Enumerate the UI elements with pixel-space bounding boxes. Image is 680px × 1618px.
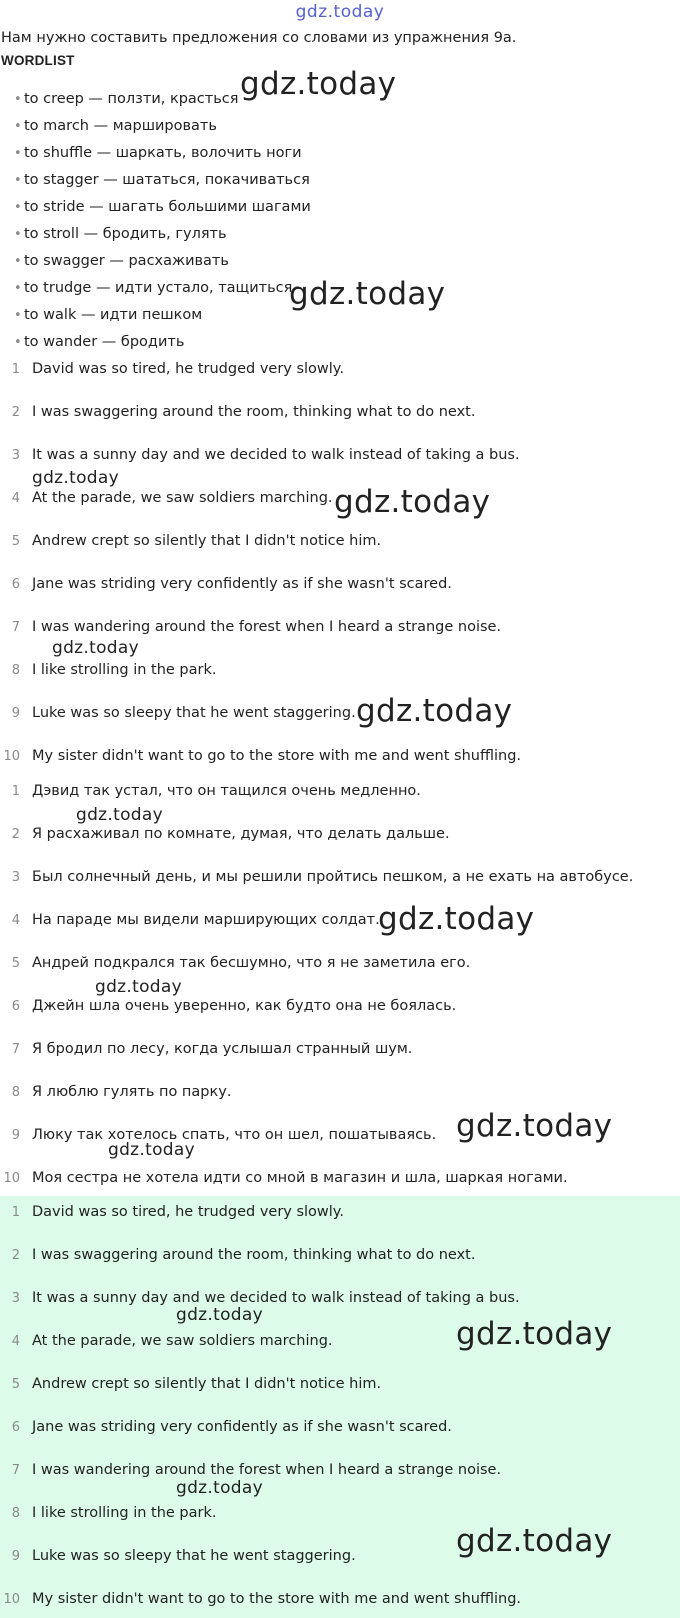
sentence-text: I like strolling in the park. [32, 1505, 217, 1521]
sentence-number: 6 [11, 1420, 20, 1435]
sentence-number: 3 [11, 448, 20, 463]
wordlist-item-text: to stagger — шататься, покачиваться [24, 172, 310, 188]
sentence-text: Андрей подкрался так бесшумно, что я не заметила его. [32, 955, 471, 971]
wordlist-item-text: to wander — бродить [24, 334, 185, 350]
sentence-text: Люку так хотелось спать, что он шел, пошатываясь. [32, 1127, 437, 1143]
sentence-number: 10 [3, 1171, 20, 1186]
sentence-number: 6 [11, 577, 20, 592]
wordlist-item-text: to stroll — бродить, гулять [24, 226, 227, 242]
wordlist-item [14, 199, 311, 215]
watermark: gdz.today [456, 1108, 613, 1144]
sentence-number: 4 [11, 1334, 20, 1349]
sentence-number: 7 [11, 1463, 20, 1478]
watermark: gdz.today [334, 484, 491, 520]
sentence-text: Я расхаживал по комнате, думая, что делать дальше. [32, 826, 450, 842]
wordlist-item [14, 334, 184, 350]
bullet-icon: • [14, 146, 22, 161]
sentence-text: I was swaggering around the room, thinking what to do next. [32, 1247, 476, 1263]
wordlist-item-text: to walk — идти пешком [24, 307, 203, 323]
wordlist-item [14, 280, 292, 296]
sentence-text: На параде мы видели марширующих солдат. [32, 912, 380, 928]
watermark: gdz.today [356, 693, 513, 729]
sentence-number: 9 [11, 706, 20, 721]
sentence-number: 9 [11, 1128, 20, 1143]
sentence-text: I was swaggering around the room, thinking what to do next. [32, 404, 476, 420]
sentence-number: 1 [11, 784, 20, 799]
wordlist-item [14, 91, 238, 107]
sentence-number: 5 [11, 534, 20, 549]
sentence-text: I was wandering around the forest when I heard a strange noise. [32, 619, 502, 635]
watermark: gdz.today [32, 468, 119, 488]
sentence-text: Я бродил по лесу, когда услышал странный шум. [32, 1041, 413, 1057]
sentence-number: 4 [11, 913, 20, 928]
site-logo[interactable]: gdz.today [295, 2, 385, 22]
watermark: gdz.today [95, 977, 182, 997]
watermark: gdz.today [456, 1523, 613, 1559]
sentence-text: I was wandering around the forest when I heard a strange noise. [32, 1462, 502, 1478]
wordlist-item-text: to creep — ползти, красться [24, 91, 239, 107]
sentence-number: 7 [11, 1042, 20, 1057]
sentence-number: 10 [3, 749, 20, 764]
bullet-icon: • [14, 119, 22, 134]
wordlist-item-text: to shuffle — шаркать, волочить ноги [24, 145, 302, 161]
sentence-text: David was so tired, he trudged very slowly. [32, 361, 344, 377]
intro-text: Нам нужно составить предложения со словами из упражнения 9а. [1, 30, 517, 46]
wordlist-item [14, 118, 217, 134]
sentence-text: Andrew crept so silently that I didn't notice him. [32, 533, 382, 549]
sentence-text: David was so tired, he trudged very slowly. [32, 1204, 344, 1220]
sentence-number: 8 [11, 1506, 20, 1521]
sentence-text: At the parade, we saw soldiers marching. [32, 1333, 333, 1349]
sentence-text: Дэвид так устал, что он тащился очень медленно. [32, 783, 421, 799]
sentence-text: Jane was striding very confidently as if she wasn't scared. [32, 1419, 452, 1435]
wordlist-item [14, 307, 202, 323]
sentence-text: My sister didn't want to go to the store with me and went shuffling. [32, 748, 522, 764]
wordlist-item [14, 172, 310, 188]
watermark: gdz.today [52, 638, 139, 658]
wordlist-item-text: to stride — шагать большими шагами [24, 199, 311, 215]
sentence-text: Я люблю гулять по парку. [32, 1084, 232, 1100]
bullet-icon: • [14, 173, 22, 188]
sentence-number: 4 [11, 491, 20, 506]
sentence-number: 2 [11, 827, 20, 842]
sentence-text: Andrew crept so silently that I didn't notice him. [32, 1376, 382, 1392]
watermark: gdz.today [456, 1316, 613, 1352]
wordlist-item [14, 226, 227, 242]
watermark: gdz.today [108, 1140, 195, 1160]
sentence-number: 1 [11, 362, 20, 377]
sentence-text: Luke was so sleepy that he went staggering. [32, 1548, 356, 1564]
bullet-icon: • [14, 227, 22, 242]
wordlist-item-text: to march — маршировать [24, 118, 217, 134]
sentence-number: 7 [11, 620, 20, 635]
sentence-text: Jane was striding very confidently as if she wasn't scared. [32, 576, 452, 592]
watermark: gdz.today [76, 805, 163, 825]
sentence-number: 3 [11, 870, 20, 885]
bullet-icon: • [14, 92, 22, 107]
sentence-number: 8 [11, 1085, 20, 1100]
wordlist-item-text: to swagger — расхаживать [24, 253, 229, 269]
watermark: gdz.today [176, 1478, 263, 1498]
wordlist-item-text: to trudge — идти устало, тащиться [24, 280, 293, 296]
sentence-text: It was a sunny day and we decided to walk instead of taking a bus. [32, 1290, 520, 1306]
sentence-text: Моя сестра не хотела идти со мной в магазин и шла, шаркая ногами. [32, 1170, 568, 1186]
bullet-icon: • [14, 254, 22, 269]
bullet-icon: • [14, 335, 22, 350]
sentence-number: 10 [3, 1592, 20, 1607]
wordlist-heading: WORDLIST [1, 53, 75, 68]
sentence-text: My sister didn't want to go to the store with me and went shuffling. [32, 1591, 522, 1607]
watermark: gdz.today [378, 901, 535, 937]
sentence-text: It was a sunny day and we decided to walk instead of taking a bus. [32, 447, 520, 463]
sentence-number: 5 [11, 1377, 20, 1392]
sentence-number: 1 [11, 1205, 20, 1220]
watermark: gdz.today [240, 66, 397, 102]
sentence-text: Джейн шла очень уверенно, как будто она не боялась. [32, 998, 457, 1014]
bullet-icon: • [14, 200, 22, 215]
watermark: gdz.today [289, 276, 446, 312]
sentence-text: Был солнечный день, и мы решили пройтись пешком, а не ехать на автобусе. [32, 869, 634, 885]
sentence-text: I like strolling in the park. [32, 662, 217, 678]
wordlist-item [14, 145, 302, 161]
sentence-number: 2 [11, 405, 20, 420]
wordlist-item [14, 253, 229, 269]
sentence-text: At the parade, we saw soldiers marching. [32, 490, 333, 506]
watermark: gdz.today [176, 1305, 263, 1325]
sentence-number: 9 [11, 1549, 20, 1564]
sentence-number: 5 [11, 956, 20, 971]
sentence-number: 3 [11, 1291, 20, 1306]
sentence-number: 2 [11, 1248, 20, 1263]
sentence-number: 8 [11, 663, 20, 678]
bullet-icon: • [14, 308, 22, 323]
sentence-text: Luke was so sleepy that he went staggering. [32, 705, 356, 721]
bullet-icon: • [14, 281, 22, 296]
sentence-number: 6 [11, 999, 20, 1014]
